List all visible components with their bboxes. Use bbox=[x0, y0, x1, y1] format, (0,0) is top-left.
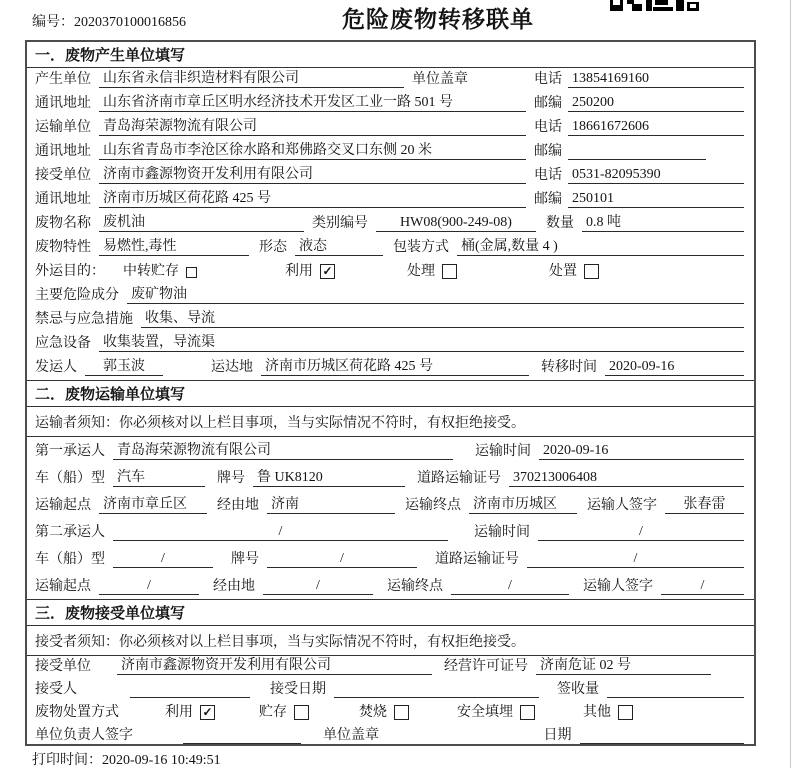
receiver-phone-group bbox=[534, 164, 744, 184]
checkbox-utilize: ✓ bbox=[320, 264, 335, 279]
carrier-sign-value: / bbox=[661, 578, 744, 595]
route-end-label: 运输终点 bbox=[387, 579, 443, 594]
producer-unit-row bbox=[27, 68, 754, 92]
transporter-unit-row bbox=[27, 116, 754, 140]
section3-body bbox=[27, 656, 754, 746]
second-carrier-row bbox=[27, 518, 754, 545]
disposal-option-label: 利用 bbox=[165, 705, 193, 720]
zip-label: 邮编 bbox=[534, 96, 562, 111]
purpose-option-treat bbox=[407, 260, 457, 280]
plate-label: 牌号 bbox=[231, 552, 259, 567]
accepting-person-label: 接受人 bbox=[35, 682, 77, 697]
consignor-value: 郭玉波 bbox=[85, 355, 163, 376]
waste-form-value: 液态 bbox=[295, 235, 383, 256]
disposal-option-utilize bbox=[165, 701, 215, 721]
form-title: 危险废物转移联单 bbox=[342, 7, 534, 32]
transporter-unit-value: 青岛海荣源物流有限公司 bbox=[99, 115, 526, 136]
waste-qty-label: 数量 bbox=[546, 216, 574, 231]
route-via-value: / bbox=[263, 578, 373, 595]
route-end-value: / bbox=[451, 578, 569, 595]
transport-time-label: 运输时间 bbox=[475, 444, 531, 459]
route-end-label: 运输终点 bbox=[405, 498, 461, 513]
vehicle-type-label: 车（船）型 bbox=[35, 552, 105, 567]
print-time-label: 打印时间： bbox=[32, 753, 102, 768]
road-permit-label: 道路运输证号 bbox=[435, 552, 519, 567]
purpose-option-utilize bbox=[285, 260, 335, 280]
date-label: 日期 bbox=[543, 728, 572, 743]
route-via-label: 经由地 bbox=[217, 498, 259, 513]
section1-title: 一．废物产生单位填写 bbox=[27, 42, 754, 68]
checkbox-disposal-other bbox=[618, 705, 633, 720]
transfer-form bbox=[25, 40, 756, 746]
packing-label: 包装方式 bbox=[393, 240, 449, 255]
serial-value: 2020370100016856 bbox=[74, 15, 186, 30]
emergency-equipment-label: 应急设备 bbox=[35, 336, 91, 351]
receiver-unit-label: 接受单位 bbox=[35, 168, 91, 183]
transport-purpose-row bbox=[27, 260, 754, 284]
transporter-address-label: 通讯地址 bbox=[35, 144, 91, 159]
disposal-option-landfill bbox=[457, 701, 535, 721]
waste-code-label: 类别编号 bbox=[312, 216, 368, 231]
hazard-component-label: 主要危险成分 bbox=[35, 288, 119, 303]
receiver-address-row bbox=[27, 188, 754, 212]
producer-address-label: 通讯地址 bbox=[35, 96, 91, 111]
waste-code-value: HW08(900-249-08) bbox=[376, 215, 536, 232]
purpose-option-label: 中转贮存 bbox=[123, 264, 179, 279]
receiver-phone-value: 0531-82095390 bbox=[568, 167, 744, 184]
disposal-option-label: 焚烧 bbox=[359, 705, 387, 720]
print-time-value: 2020-09-16 10:49:51 bbox=[102, 753, 221, 768]
producer-zip-group bbox=[534, 92, 744, 112]
checkbox-disposal-landfill bbox=[520, 705, 535, 720]
producer-unit-label: 产生单位 bbox=[35, 72, 91, 87]
first-carrier-value: 青岛海荣源物流有限公司 bbox=[113, 439, 453, 460]
phone-label: 电话 bbox=[534, 72, 562, 87]
checkbox-disposal-store bbox=[294, 705, 309, 720]
purpose-option-label: 处置 bbox=[549, 264, 577, 279]
hazard-component-row bbox=[27, 284, 754, 308]
first-carrier-label: 第一承运人 bbox=[35, 444, 105, 459]
second-carrier-value: / bbox=[113, 524, 448, 541]
route-end-value: 济南市历城区 bbox=[469, 493, 577, 514]
checkbox-disposal-utilize: ✓ bbox=[200, 705, 215, 720]
checkbox-treat bbox=[442, 264, 457, 279]
plate-label: 牌号 bbox=[217, 471, 245, 486]
receiver-unit-row bbox=[27, 164, 754, 188]
unit-seal-label: 单位盖章 bbox=[412, 72, 468, 87]
section1-body bbox=[27, 68, 754, 380]
route-start-label: 运输起点 bbox=[35, 579, 91, 594]
accepting-person-value bbox=[130, 681, 250, 698]
packing-value: 桶(金属,数量 4 ) bbox=[457, 235, 744, 256]
producer-phone-group bbox=[534, 68, 744, 88]
second-route-row bbox=[27, 572, 754, 599]
consignor-row bbox=[27, 356, 754, 380]
phone-label: 电话 bbox=[534, 120, 562, 135]
emergency-equipment-value: 收集装置，导流渠 bbox=[99, 331, 744, 352]
disposal-option-other bbox=[583, 701, 633, 721]
waste-name-label: 废物名称 bbox=[35, 216, 91, 231]
waste-name-value: 废机油 bbox=[99, 211, 304, 232]
producer-zip-value: 250200 bbox=[568, 95, 744, 112]
responsible-sign-label: 单位负责人签字 bbox=[35, 728, 133, 743]
vehicle-type-value: / bbox=[113, 551, 213, 568]
section3-title: 三．废物接受单位填写 bbox=[27, 599, 754, 626]
road-permit-label: 道路运输证号 bbox=[417, 471, 501, 486]
route-via-value: 济南 bbox=[267, 493, 395, 514]
second-vehicle-row bbox=[27, 545, 754, 572]
waste-traits-label: 废物特性 bbox=[35, 240, 91, 255]
disposal-option-incinerate bbox=[359, 701, 409, 721]
destination-label: 运达地 bbox=[211, 360, 253, 375]
emergency-equipment-row bbox=[27, 332, 754, 356]
plate-value: / bbox=[267, 551, 417, 568]
second-carrier-label: 第二承运人 bbox=[35, 525, 105, 540]
transporter-address-row bbox=[27, 140, 754, 164]
disposal-option-store bbox=[259, 701, 309, 721]
consignor-label: 发运人 bbox=[35, 360, 77, 375]
checkbox-transfer-storage bbox=[186, 267, 197, 278]
accepting-unit-row bbox=[27, 656, 754, 679]
first-carrier-row bbox=[27, 437, 754, 464]
accepting-unit-label: 接受单位 bbox=[35, 659, 91, 674]
transporter-zip-value bbox=[568, 143, 706, 160]
transfer-time-value: 2020-09-16 bbox=[605, 359, 744, 376]
purpose-option-label: 处理 bbox=[407, 264, 435, 279]
qr-code-fragment bbox=[610, 0, 700, 12]
transport-purpose-label: 外运目的： bbox=[35, 264, 105, 279]
phone-label: 电话 bbox=[534, 168, 562, 183]
zip-label: 邮编 bbox=[534, 144, 562, 159]
waste-traits-row bbox=[27, 236, 754, 260]
destination-value: 济南市历城区荷花路 425 号 bbox=[261, 355, 529, 376]
producer-phone-value: 13854169160 bbox=[568, 71, 744, 88]
receiver-zip-group bbox=[534, 188, 744, 208]
emergency-measures-value: 收集、导流 bbox=[141, 307, 744, 328]
hazard-component-value: 废矿物油 bbox=[127, 283, 744, 304]
checkbox-dispose bbox=[584, 264, 599, 279]
disposal-option-label: 贮存 bbox=[259, 705, 287, 720]
receiver-address-label: 通讯地址 bbox=[35, 192, 91, 207]
first-vehicle-row bbox=[27, 464, 754, 491]
waste-qty-value: 0.8 吨 bbox=[582, 211, 744, 232]
first-transport-time-value: 2020-09-16 bbox=[539, 443, 744, 460]
accepting-unit-value: 济南市鑫源物资开发利用有限公司 bbox=[117, 654, 432, 675]
carrier-sign-label: 运输人签字 bbox=[583, 579, 653, 594]
responsible-sign-value bbox=[183, 727, 301, 744]
purpose-option-transfer-storage bbox=[123, 260, 197, 280]
route-start-value: / bbox=[99, 578, 199, 595]
license-value: 济南危证 02 号 bbox=[536, 654, 711, 675]
second-transport-time-value: / bbox=[538, 524, 744, 541]
waste-form-label: 形态 bbox=[259, 240, 287, 255]
transporter-zip-group bbox=[534, 140, 744, 160]
section2-body bbox=[27, 437, 754, 599]
page-edge-line bbox=[790, 0, 791, 768]
receiver-notice: 接受者须知：你必须核对以上栏目事项，当与实际情况不符时，有权拒绝接受。 bbox=[27, 626, 754, 656]
disposal-method-label: 废物处置方式 bbox=[35, 705, 119, 720]
road-permit-value: / bbox=[527, 551, 744, 568]
disposal-option-label: 其他 bbox=[583, 705, 611, 720]
accepting-person-row bbox=[27, 679, 754, 702]
receiver-zip-value: 250101 bbox=[568, 191, 744, 208]
carrier-sign-label: 运输人签字 bbox=[587, 498, 657, 513]
transporter-address-value: 山东省青岛市李沧区徐水路和郑佛路交叉口东侧 20 米 bbox=[99, 139, 526, 160]
transporter-notice: 运输者须知：你必须核对以上栏目事项，当与实际情况不符时，有权拒绝接受。 bbox=[27, 407, 754, 437]
transport-time-label: 运输时间 bbox=[474, 525, 530, 540]
producer-unit-value: 山东省永信非织造材料有限公司 bbox=[99, 67, 404, 88]
receiver-address-value: 济南市历城区荷花路 425 号 bbox=[99, 187, 526, 208]
carrier-sign-value: 张春雷 bbox=[665, 493, 744, 514]
responsible-sign-row bbox=[27, 725, 754, 746]
date-value bbox=[580, 727, 745, 744]
received-qty-value bbox=[607, 681, 744, 698]
vehicle-type-value: 汽车 bbox=[113, 466, 205, 487]
zip-label: 邮编 bbox=[534, 192, 562, 207]
license-label: 经营许可证号 bbox=[444, 659, 528, 674]
emergency-measures-label: 禁忌与应急措施 bbox=[35, 312, 133, 327]
received-qty-label: 签收量 bbox=[557, 682, 599, 697]
producer-address-value: 山东省济南市章丘区明水经济技术开发区工业一路 501 号 bbox=[99, 91, 526, 112]
purpose-option-label: 利用 bbox=[285, 264, 313, 279]
disposal-option-label: 安全填埋 bbox=[457, 705, 513, 720]
accept-date-value bbox=[334, 681, 539, 698]
road-permit-value: 370213006408 bbox=[509, 470, 744, 487]
route-start-value: 济南市章丘区 bbox=[99, 493, 207, 514]
section2-title: 二．废物运输单位填写 bbox=[27, 380, 754, 407]
waste-traits-value: 易燃性,毒性 bbox=[99, 235, 249, 256]
print-time bbox=[32, 749, 221, 769]
route-via-label: 经由地 bbox=[213, 579, 255, 594]
first-route-row bbox=[27, 491, 754, 518]
unit-seal-label: 单位盖章 bbox=[323, 728, 379, 743]
vehicle-type-label: 车（船）型 bbox=[35, 471, 105, 486]
serial-label: 编号： bbox=[32, 15, 74, 30]
purpose-option-dispose bbox=[549, 260, 599, 280]
transporter-unit-label: 运输单位 bbox=[35, 120, 91, 135]
transfer-time-label: 转移时间 bbox=[541, 360, 597, 375]
waste-name-row bbox=[27, 212, 754, 236]
plate-value: 鲁 UK8120 bbox=[253, 466, 405, 487]
producer-address-row bbox=[27, 92, 754, 116]
transporter-phone-group bbox=[534, 116, 744, 136]
transporter-phone-value: 18661672606 bbox=[568, 119, 744, 136]
receiver-unit-value: 济南市鑫源物资开发利用有限公司 bbox=[99, 163, 526, 184]
route-start-label: 运输起点 bbox=[35, 498, 91, 513]
accept-date-label: 接受日期 bbox=[270, 682, 326, 697]
emergency-measures-row bbox=[27, 308, 754, 332]
disposal-method-row bbox=[27, 702, 754, 725]
checkbox-disposal-incinerate bbox=[394, 705, 409, 720]
